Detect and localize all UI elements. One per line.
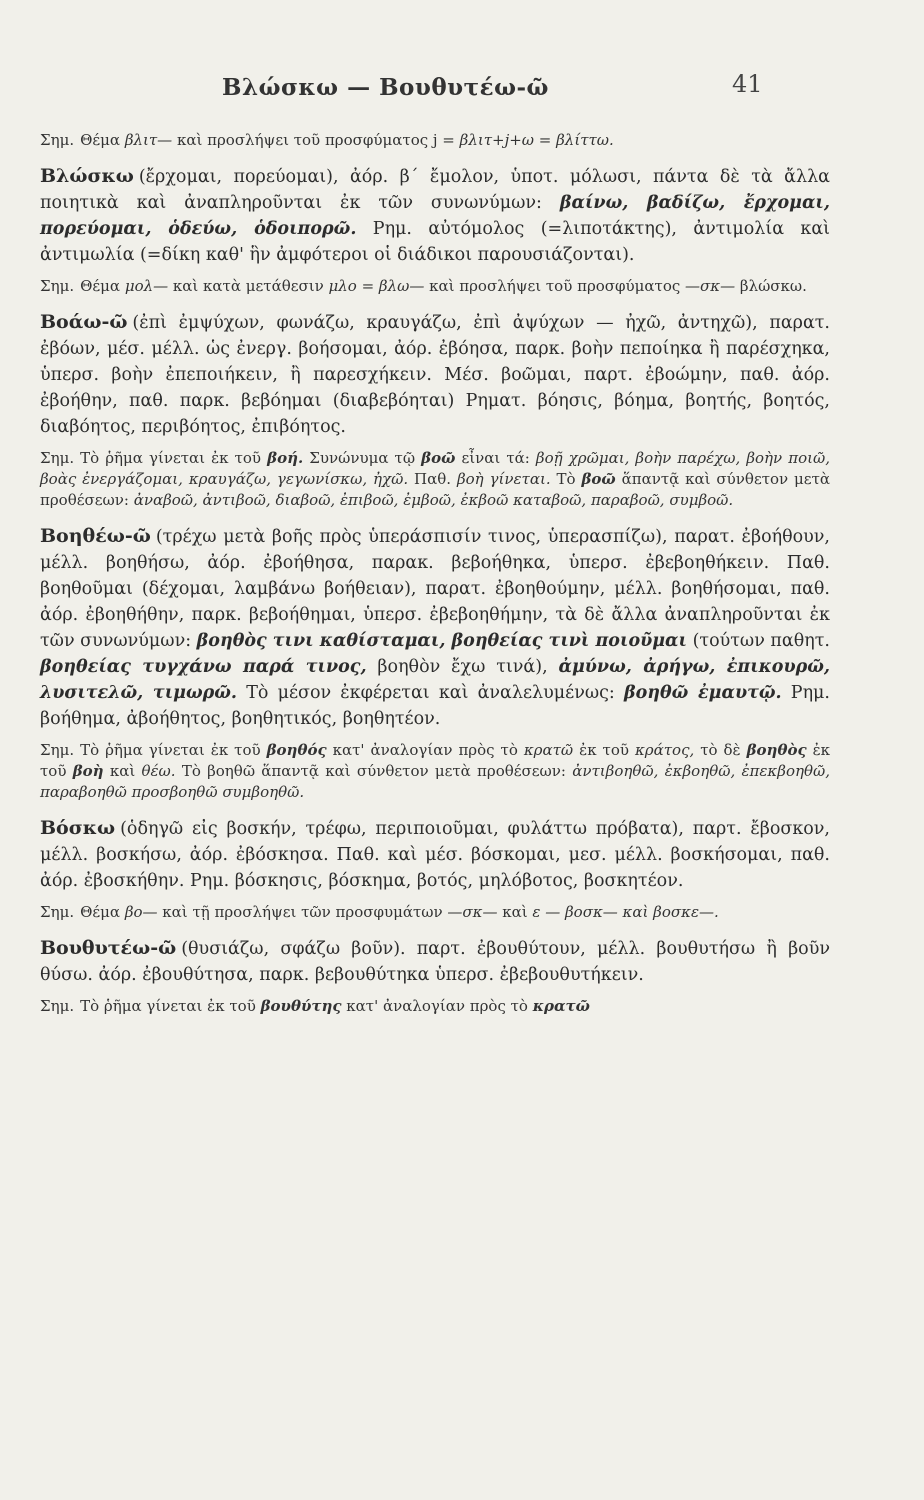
emphasized-text: ε — βοσκ— καὶ βοσκε—. — [532, 903, 719, 921]
grammar-note — [40, 448, 830, 511]
body-text: ἐκ τοῦ — [40, 741, 830, 780]
body-text: κατ' ἀναλογίαν πρὸς τὸ — [326, 741, 524, 759]
body-text: καὶ κατὰ μετάθεσιν — [168, 277, 329, 295]
emphasized-text: βοηθῶ ἐμαυτῷ. — [623, 683, 782, 703]
body-text: Τὸ ῥῆμα γίνεται ἐκ τοῦ — [80, 741, 267, 759]
body-text: καὶ — [103, 762, 142, 780]
body-text: (τούτων παθητ. — [687, 631, 830, 651]
body-text: (θυσιάζω, σφάζω βοῦν). παρτ. ἐβουθύτουν, μέλλ. βουθυτήσω ἢ βοῦν θύσω. ἀόρ. ἐβουθύτησα, παρκ. βεβουθύτηκα ὑπερσ. ἐβεβουθυτήκειν. — [40, 939, 830, 985]
note-label: Σημ. — [40, 741, 75, 759]
body-text: Θέμα — [80, 903, 125, 921]
entry-headword: Βλώσκω — [40, 165, 134, 187]
body-text: Θέμα — [80, 277, 125, 295]
emphasized-text: βλιτ+j+ω = βλίττω. — [459, 131, 614, 149]
emphasized-text: —σκ— — [685, 277, 736, 295]
grammar-note — [40, 130, 830, 151]
body-text: Παθ. — [408, 470, 457, 488]
dictionary-entry — [40, 163, 830, 268]
body-text: εἶναι τά: — [455, 449, 536, 467]
emphasized-text: βοῇ χρῶμαι, βοὴν παρέχω, βοὴν ποιῶ, βοὰς ἐνεργάζομαι, κραυγάζω, γεγωνίσκω, ἠχῶ. — [40, 449, 830, 488]
body-text: ἐκ τοῦ — [573, 741, 635, 759]
entry-headword: Βοηθέω-ῶ — [40, 525, 151, 547]
note-label: Σημ. — [40, 131, 75, 149]
body-text: (ὁδηγῶ εἰς βοσκήν, τρέφω, περιποιοῦμαι, φυλάττω πρόβατα), παρτ. ἔβοσκον, μέλλ. βοσκήσω, ἀόρ. ἐβόσκησα. Παθ. καὶ μέσ. βόσκομαι, μεσ. μέλλ. βοσκήσομαι, παθ. ἀόρ. ἐβοσκήθην. Ρημ. βόσκησις, βόσκημα, βοτός, μηλόβοτος, βοσκητέον. — [40, 819, 830, 891]
emphasized-text: κράτος, — [634, 741, 695, 759]
grammar-note — [40, 276, 830, 297]
emphasized-text: βο— — [124, 903, 158, 921]
page-header — [0, 70, 924, 110]
emphasized-text: κρατῶ — [532, 997, 590, 1015]
note-label: Σημ. — [40, 277, 75, 295]
entry-headword: Βοάω-ῶ — [40, 311, 128, 333]
body-text: κατ' ἀναλογίαν πρὸς τὸ — [341, 997, 533, 1015]
body-text: Τὸ ῥῆμα γίνεται ἐκ τοῦ — [80, 997, 261, 1015]
dictionary-entry — [40, 815, 830, 894]
grammar-note — [40, 996, 830, 1017]
emphasized-text: βοῶ — [581, 470, 616, 488]
emphasized-text: ἀντιβοηθῶ, ἐκβοηθῶ, ἐπεκβοηθῶ, παραβοηθῶ προσβοηθῶ συμβοηθῶ. — [40, 762, 830, 801]
note-label: Σημ. — [40, 903, 75, 921]
emphasized-text: βλιτ— — [124, 131, 173, 149]
emphasized-text: βοὴ — [72, 762, 104, 780]
note-label: Σημ. — [40, 449, 75, 467]
body-text: Ρημ. αὐτόμολος (=λιποτάκτης), ἀντιμολία καὶ ἀντιμωλία (=δίκη καθ' ἣν ἀμφότεροι οἱ διάδικοι παρουσιάζονται). — [40, 219, 831, 265]
body-text: Τὸ βοηθῶ ἅπαντᾷ καὶ σύνθετον μετὰ προθέσεων: — [175, 762, 573, 780]
dictionary-entry — [40, 935, 830, 988]
dictionary-body — [40, 124, 830, 1029]
body-text: βοηθὸν ἔχω τινά), — [366, 657, 559, 677]
emphasized-text: θέω. — [141, 762, 176, 780]
body-text: τὸ δὲ — [694, 741, 747, 759]
emphasized-text: βοῶ — [421, 449, 456, 467]
emphasized-text: ἀμύνω, ἀρήγω, ἐπικουρῶ, λυσιτελῶ, τιμωρῶ. — [40, 657, 830, 703]
dictionary-entry — [40, 309, 830, 440]
body-text: καὶ — [497, 903, 533, 921]
body-text: καὶ τῇ προσλήψει τῶν προσφυμάτων — [157, 903, 448, 921]
emphasized-text: βοὴ γίνεται. — [456, 470, 551, 488]
body-text: (ἔρχομαι, πορεύομαι), ἀόρ. β΄ ἔμολον, ὑποτ. μόλωσι, πάντα δὲ τὰ ἄλλα ποιητικὰ καὶ ἀναπληροῦνται ἐκ τῶν συνωνύμων: — [40, 167, 830, 213]
emphasized-text: βοηθείας τυγχάνω παρά τινος, — [40, 657, 367, 677]
body-text: Τὸ ῥῆμα γίνεται ἐκ τοῦ — [80, 449, 268, 467]
body-text: ἅπαντᾷ καὶ σύνθετον μετὰ προθέσεων: — [40, 470, 831, 509]
body-text: βλώσκω. — [735, 277, 807, 295]
entry-headword: Βουθυτέω-ῶ — [40, 937, 177, 959]
emphasized-text: μολ— — [124, 277, 169, 295]
body-text: Θέμα — [80, 131, 125, 149]
body-text: Τὸ μέσον ἐκφέρεται καὶ ἀναλελυμένως: — [237, 683, 624, 703]
body-text: καὶ προσλήψει τοῦ προσφύματος j = — [172, 131, 460, 149]
emphasized-text: βουθύτης — [260, 997, 342, 1015]
emphasized-text: κρατῶ — [523, 741, 574, 759]
body-text: (τρέχω μετὰ βοῆς πρὸς ὑπεράσπισίν τινος, ὑπερασπίζω), παρατ. ἐβοήθουν, μέλλ. βοηθήσω, ἀόρ. ἐβοήθησα, παρακ. βεβοήθηκα, ὑπερσ. ἐβεβοηθήκειν. Παθ. βοηθοῦμαι (δέχομαι, λαμβάνω βοήθειαν), παρατ. ἐβοηθούμην, μέλλ. βοηθήσομαι, παθ. ἀόρ. ἐβοηθήθην, παρκ. βεβοήθημαι, ὑπερσ. ἐβεβοηθήμην, τὰ δὲ ἄλλα ἀναπληροῦνται ἐκ τῶν συνωνύμων: — [40, 527, 830, 651]
emphasized-text: βοή. — [267, 449, 304, 467]
emphasized-text: ἀναβοῶ, ἀντιβοῶ, διαβοῶ, ἐπιβοῶ, ἐμβοῶ, ἐκβοῶ καταβοῶ, παραβοῶ, συμβοῶ. — [133, 491, 734, 509]
dictionary-entry — [40, 523, 830, 732]
page-number: 41 — [732, 70, 763, 98]
emphasized-text: βοηθὸς τινι καθίσταμαι, βοηθείας τινὶ ποιοῦμαι — [196, 631, 687, 651]
body-text: Τὸ — [550, 470, 582, 488]
entry-headword: Βόσκω — [40, 817, 116, 839]
emphasized-text: μλο = βλω— — [328, 277, 425, 295]
body-text: καὶ προσλήψει τοῦ προσφύματος — [424, 277, 686, 295]
running-title: Βλώσκω — Βουθυτέω-ῶ — [222, 74, 549, 101]
emphasized-text: βοηθός — [266, 741, 327, 759]
emphasized-text: βαίνω, βαδίζω, ἔρχομαι, πορεύομαι, ὁδεύω, ὁδοιπορῶ. — [40, 193, 830, 239]
grammar-note — [40, 740, 830, 803]
body-text: Ρημ. βοήθημα, ἀβοήθητος, βοηθητικός, βοηθητέον. — [40, 683, 830, 729]
body-text: (ἐπὶ ἐμψύχων, φωνάζω, κραυγάζω, ἐπὶ ἀψύχων — ἠχῶ, ἀντηχῶ), παρατ. ἐβόων, μέσ. μέλλ. ὡς ἐνεργ. βοήσομαι, ἀόρ. ἐβόησα, παρκ. βοὴν πεποίηκα ἢ παρέσχηκα, ὑπερσ. βοὴν ἐπεποιήκειν, ἢ παρεσχήκειν. Μέσ. βοῶμαι, παρτ. ἐβοώμην, παθ. ἀόρ. ἐβοήθην, παθ. παρκ. βεβόημαι (διαβεβόηται) Ρηματ. βόησις, βόημα, βοητής, βοητός, διαβόητος, περιβόητος, ἐπιβόητος. — [40, 313, 830, 437]
grammar-note — [40, 902, 830, 923]
emphasized-text: βοηθὸς — [746, 741, 807, 759]
emphasized-text: —σκ— — [447, 903, 498, 921]
body-text: Συνώνυμα τῷ — [303, 449, 422, 467]
note-label: Σημ. — [40, 997, 75, 1015]
